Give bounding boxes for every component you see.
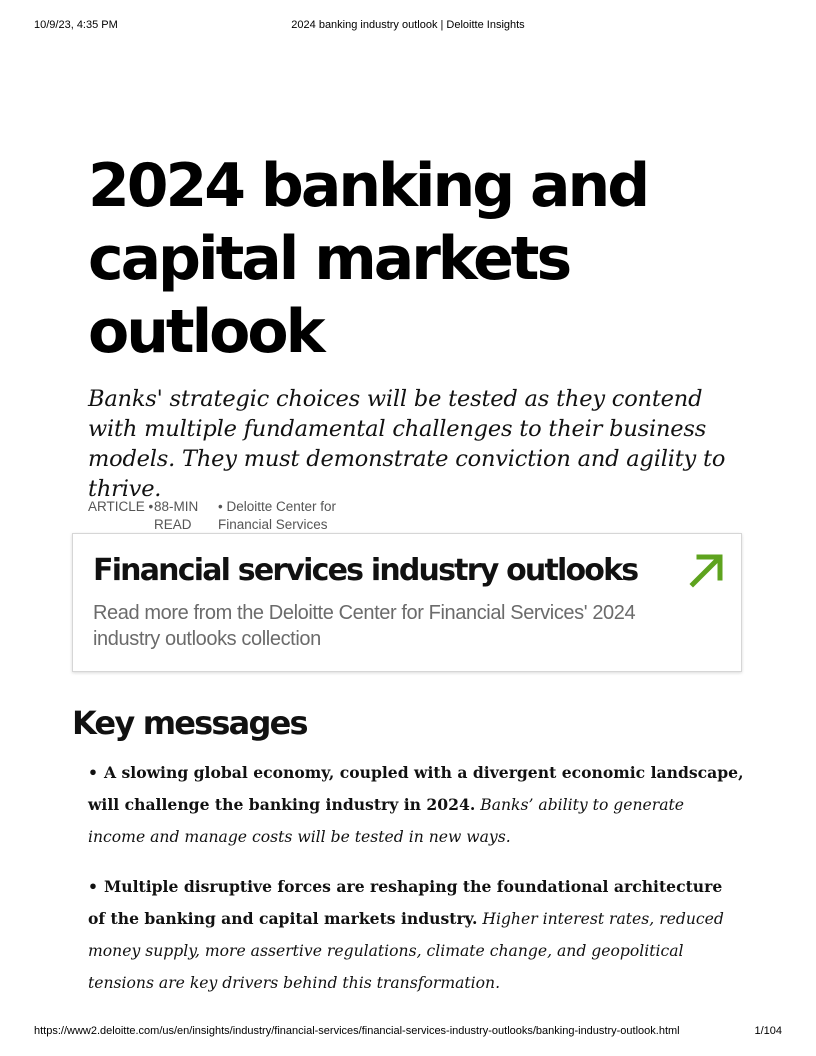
- print-page-number: 1/104: [754, 1025, 782, 1037]
- print-datetime: 10/9/23, 4:35 PM: [34, 19, 118, 31]
- message-detail: Banks’ ability to generate income and manage costs will be tested in new ways.: [88, 796, 685, 846]
- message-lead: A slowing global economy, coupled with a divergent economic landscape, will challenge the banking industry in 2024.: [88, 763, 744, 814]
- print-url: https://www2.deloitte.com/us/en/insights/industry/financial-services/financial-services-industry-outlooks/banking-industry-outlook.html: [34, 1025, 680, 1037]
- article-type: ARTICLE •: [88, 499, 154, 514]
- article-subtitle: Banks' strategic choices will be tested as they contend with multiple fundamental challenges to their business models. They must demonstrate conviction and agility to thrive.: [88, 386, 726, 502]
- read-time: 88-MIN READ: [154, 499, 199, 532]
- bullet: •: [88, 763, 98, 782]
- print-header: [34, 19, 782, 33]
- card-description: Read more from the Deloitte Center for Financial Services' 2024 industry outlooks collection: [93, 602, 636, 650]
- outlooks-card-link[interactable]: [72, 533, 742, 672]
- bullet: •: [88, 877, 98, 896]
- card-title[interactable]: Financial services industry outlooks: [93, 553, 638, 588]
- article-author[interactable]: • Deloitte Center for Financial Services: [218, 499, 337, 532]
- print-footer: [34, 1025, 782, 1039]
- print-page-title: 2024 banking industry outlook | Deloitte Insights: [291, 19, 525, 31]
- arrow-up-right-icon[interactable]: [687, 550, 727, 590]
- message-lead: Multiple disruptive forces are reshaping the foundational architecture of the banking and capital markets industry.: [88, 877, 723, 928]
- key-messages-heading: Key messages: [72, 704, 307, 742]
- article-title: 2024 banking and capital markets outlook: [88, 151, 648, 367]
- key-messages-list: [88, 757, 744, 1017]
- list-item: [88, 757, 744, 853]
- list-item: [88, 871, 744, 999]
- message-detail: Higher interest rates, reduced money supply, more assertive regulations, climate change, and geopolitical tensions are key drivers behind this transformation.: [88, 910, 724, 992]
